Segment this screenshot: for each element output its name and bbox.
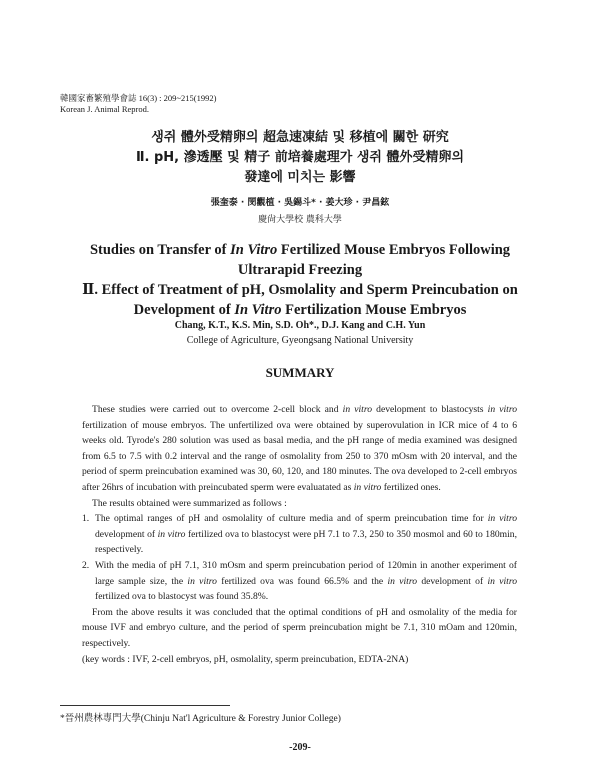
korean-affiliation: 慶尙大學校 農科大學	[258, 215, 342, 225]
journal-citation-english: Korean J. Animal Reprod.	[60, 104, 149, 114]
journal-citation	[60, 93, 216, 115]
text-run: development of	[95, 528, 158, 540]
english-title	[20, 240, 580, 320]
summary-body	[82, 402, 517, 667]
result-item-2	[82, 558, 517, 605]
journal-citation-korean: 韓國家畜繁殖學會誌 16(3) : 209~215(1992)	[60, 93, 217, 103]
italic-run: in vitro	[487, 404, 518, 415]
result-item-number: 1.	[82, 513, 90, 525]
result-item-1	[82, 511, 517, 558]
italic-run: in vitro	[487, 513, 518, 525]
italic-run: in vitro	[187, 575, 217, 587]
text-run: The optimal ranges of pH and osmolality of culture media and of sperm preincubation time for	[95, 513, 488, 525]
footnote-divider	[60, 705, 230, 706]
text-run: fertilization of mouse embryos. The unfertilized ova were obtained by superovulation in ICR mice of 4 to 6 weeks old. Tyrode's 280 solution was used as basal media, and the pH range of media examined was designed from 6.5 to 7.5 with 0.2 interval and the range of osmolality from 250 to 370 mOsm with 20 interval, and the period of sperm preincubation examined was 30, 60, 120, and 180 minutes. The ova developed to 2-cell embryos after 26hrs of incubation with preincubated sperm were evaluatated as	[82, 419, 517, 493]
text-run: With the media of pH 7.1, 310 mOsm and sperm preincubation period of 120min in another experiment of large sample size, the	[95, 559, 517, 587]
italic-run: in vitro	[157, 528, 186, 540]
text-run: fertilized ova to blastocyst were pH 7.1 to 7.3, 250 to 350 mosmol and 60 to 180min, respectively.	[95, 528, 518, 556]
page-number: -209-	[289, 742, 311, 753]
text-run: development to blastocysts	[372, 404, 488, 415]
italic-run: in vitro	[387, 575, 418, 587]
italic-run: in vitro	[487, 575, 518, 587]
italic-run: in vitro	[353, 481, 382, 493]
keywords: (key words : IVF, 2-cell embryos, pH, osmolality, sperm preincubation, EDTA-2NA)	[82, 653, 409, 665]
english-title-line3: Ⅱ. Effect of Treatment of pH, Osmolality and Sperm Preincubation on	[82, 282, 518, 298]
title-italic: In Vitro	[230, 242, 278, 258]
title-text: Fertilized Mouse Embryos Following	[277, 242, 511, 258]
english-authors: Chang, K.T., K.S. Min, S.D. Oh*., D.J. Kang and C.H. Yun	[174, 320, 426, 331]
text-run: development of	[417, 575, 488, 587]
result-item-text	[95, 558, 517, 605]
korean-title-line2: Ⅱ. pH, 滲透壓 및 精子 前培養處理가 생쥐 體外受精卵의	[135, 150, 465, 165]
summary-paragraph-3: From the above results it was concluded that the optimal conditions of pH and osmolality of the media for mouse IVF and embryo culture, and the period of sperm preincubation might be 7.1, 310 mOam and 120min, respectively.	[82, 606, 517, 649]
result-item-number: 2.	[82, 559, 90, 571]
footnote: *晉州農林專門大學(Chinju Nat'l Agriculture & Forestry Junior College)	[60, 714, 341, 724]
korean-title	[0, 128, 600, 188]
english-title-line2: Ultrarapid Freezing	[237, 262, 363, 278]
summary-heading: SUMMARY	[265, 365, 335, 380]
title-text: Development of	[133, 302, 235, 318]
text-run: fertilized ova was found 66.5% and the	[216, 575, 388, 587]
text-run: fertilized ones.	[381, 481, 441, 493]
result-item-text	[95, 511, 517, 558]
title-text: Fertilization Mouse Embryos	[281, 302, 467, 318]
korean-title-line1: 생쥐 體外受精卵의 超急速凍結 및 移植에 關한 研究	[151, 130, 449, 145]
summary-paragraph-1	[82, 402, 517, 496]
text-run: These studies were carried out to overcome 2-cell block and	[92, 404, 343, 415]
title-italic: In Vitro	[234, 302, 282, 318]
title-text: Studies on Transfer of	[89, 242, 231, 258]
summary-paragraph-2: The results obtained were summarized as follows :	[92, 497, 287, 509]
english-title-line4	[20, 300, 580, 320]
korean-title-line3: 發達에 미치는 影響	[244, 170, 356, 185]
italic-run: in vitro	[342, 404, 373, 415]
text-run: fertilized ova to blastocyst was found 35.8%.	[95, 591, 269, 603]
english-title-line1	[20, 240, 580, 260]
english-affiliation: College of Agriculture, Gyeongsang National University	[186, 335, 414, 346]
korean-authors: 張奎泰 · 閔觀植 · 吳錫斗* · 姜大珍 · 尹昌鉉	[210, 198, 390, 208]
